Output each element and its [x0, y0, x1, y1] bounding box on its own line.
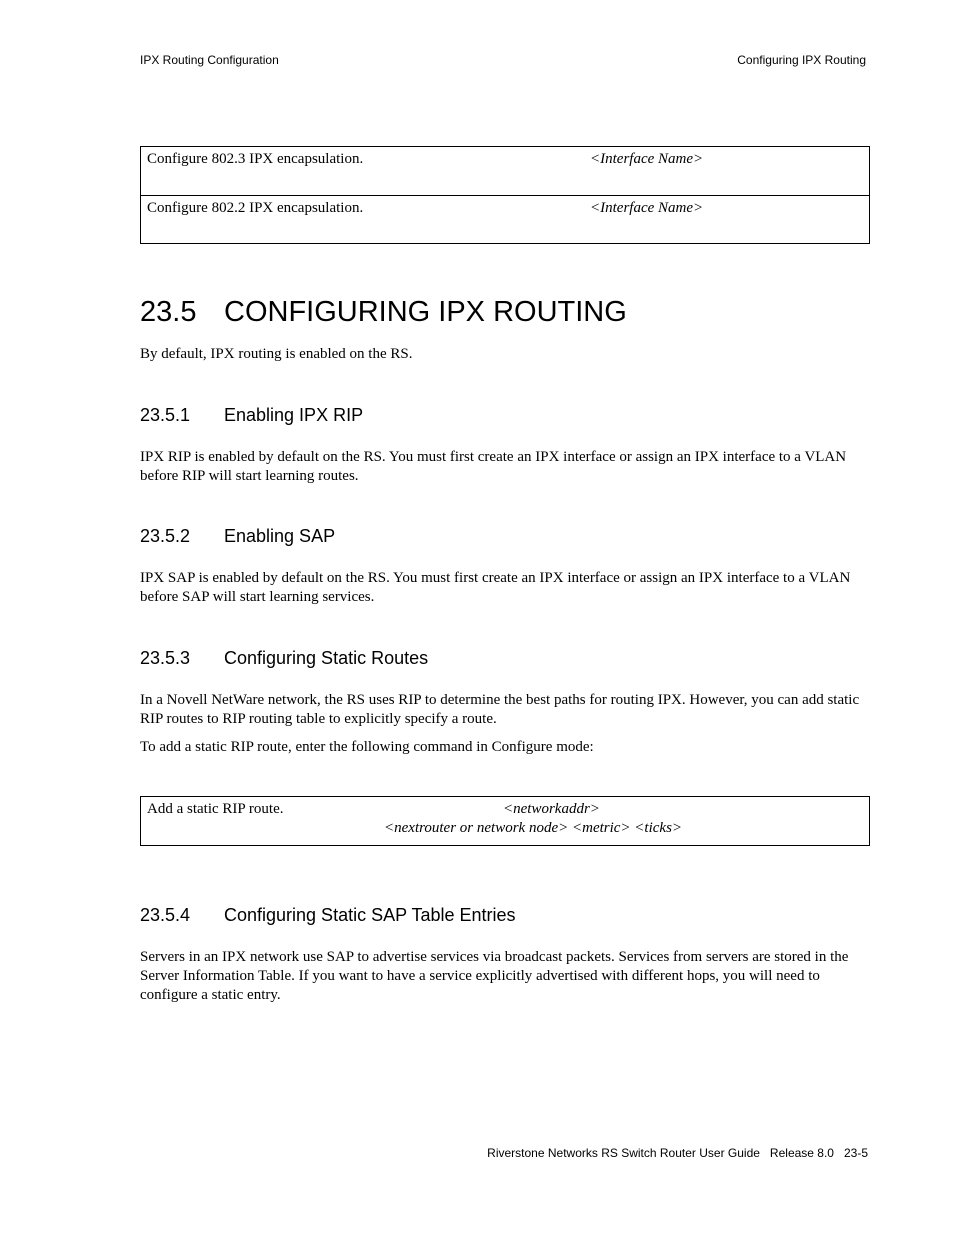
subsection-heading	[140, 905, 516, 926]
table-row	[141, 147, 869, 195]
subsection-number: 23.5.3	[140, 648, 191, 668]
command-syntax-line-2: <nextrouter or network node> <metric> <ticks>	[384, 820, 683, 836]
subsection-number: 23.5.1	[140, 405, 191, 425]
subsection-number: 23.5.2	[140, 526, 191, 546]
encapsulation-command-table	[140, 146, 870, 244]
static-rip-command-table	[140, 796, 870, 846]
paragraph: IPX SAP is enabled by default on the RS. You must first create an IPX interface or assign an IPX interface to a VLAN before SAP will start learning services.	[140, 570, 851, 605]
section-intro: By default, IPX routing is enabled on the RS.	[140, 346, 413, 362]
section-title: CONFIGURING IPX ROUTING	[224, 296, 627, 328]
subsection-heading	[140, 648, 428, 669]
section-heading	[140, 296, 627, 329]
section-number: 23.5	[140, 296, 197, 328]
table-row	[141, 195, 869, 243]
subsection-heading	[140, 405, 363, 426]
subsection-title: Configuring Static SAP Table Entries	[224, 905, 516, 925]
row-command: <Interface Name>	[590, 200, 704, 216]
subsection-title: Enabling IPX RIP	[224, 405, 364, 425]
paragraph: Servers in an IPX network use SAP to advertise services via broadcast packets. Services from servers are stored in the Server Information Table. If you want to have a service explicitly advertised with different hops, you will need to configure a static entry.	[140, 949, 849, 1003]
row-description: Add a static RIP route.	[147, 801, 284, 817]
paragraph: IPX RIP is enabled by default on the RS. You must first create an IPX interface or assign an IPX interface to a VLAN before RIP will start learning routes.	[140, 449, 847, 484]
subsection-heading	[140, 526, 335, 547]
subsection-title: Configuring Static Routes	[224, 648, 429, 668]
page-footer: Riverstone Networks RS Switch Router User Guide Release 8.0 23-5	[487, 1146, 868, 1160]
paragraph: In a Novell NetWare network, the RS uses RIP to determine the best paths for routing IPX. However, you can add static RIP routes to RIP routing table to explicitly specify a route.	[140, 692, 860, 727]
row-command: <Interface Name>	[590, 151, 704, 167]
subsection-title: Enabling SAP	[224, 526, 336, 546]
row-description: Configure 802.2 IPX encapsulation.	[147, 200, 364, 216]
paragraph: To add a static RIP route, enter the following command in Configure mode:	[140, 739, 594, 755]
row-description: Configure 802.3 IPX encapsulation.	[147, 151, 364, 167]
subsection-number: 23.5.4	[140, 905, 191, 925]
running-header-left: IPX Routing Configuration	[140, 53, 279, 67]
running-header-right: Configuring IPX Routing	[737, 53, 866, 67]
command-syntax-line-1: <networkaddr>	[503, 801, 600, 817]
